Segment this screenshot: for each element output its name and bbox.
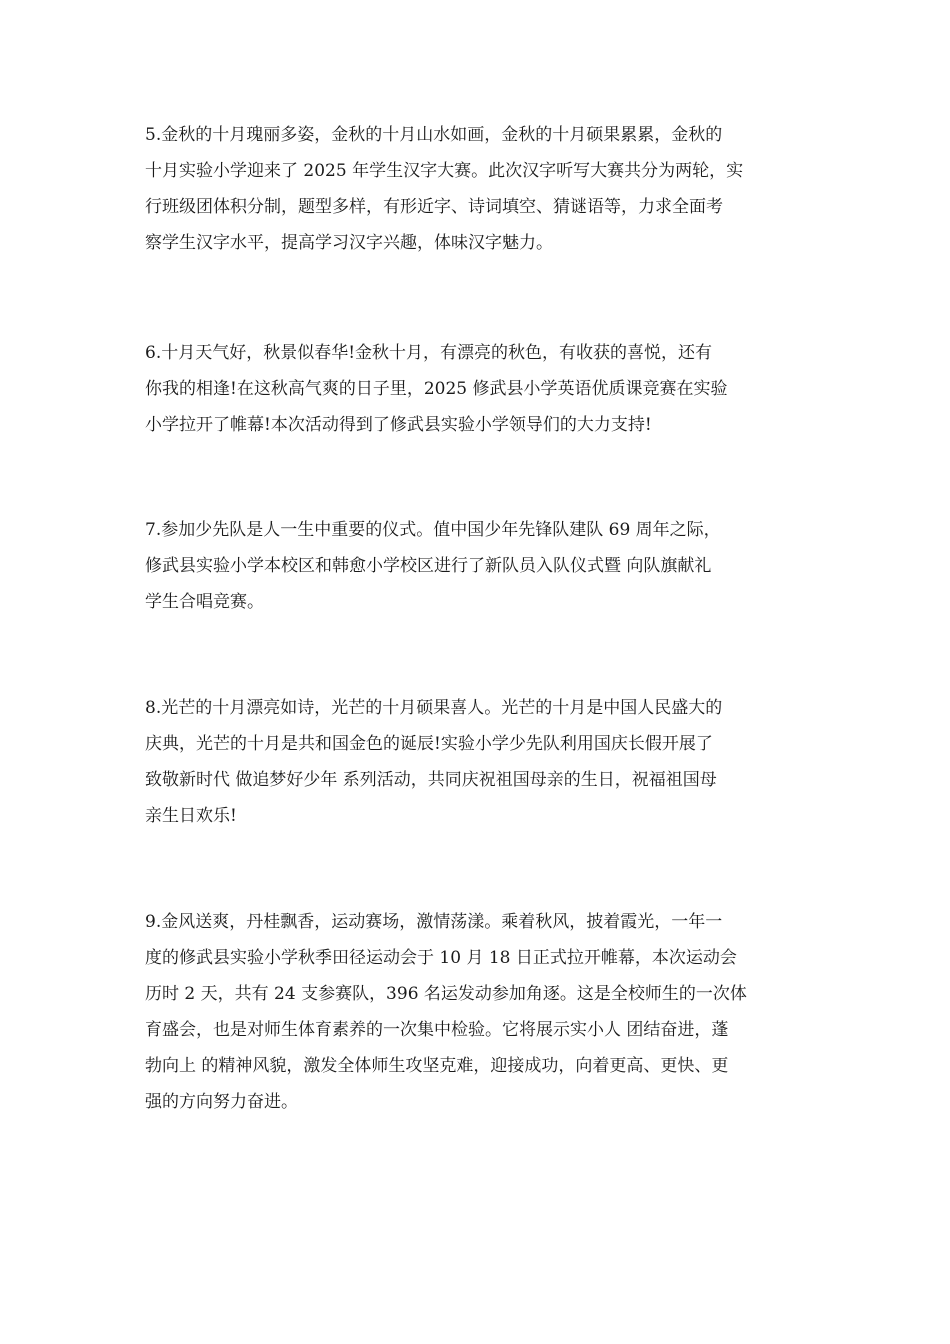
paragraph-5 bbox=[145, 117, 815, 261]
paragraph-line: 修武县实验小学本校区和韩愈小学校区进行了新队员入队仪式暨 向队旗献礼 bbox=[145, 556, 712, 576]
paragraph-line: 9.金风送爽，丹桂飘香，运动赛场，激情荡漾。乘着秋风，披着霞光，一年一 bbox=[145, 912, 723, 932]
paragraph-line: 亲生日欢乐! bbox=[145, 806, 237, 826]
paragraph-6 bbox=[145, 335, 815, 443]
paragraph-line: 你我的相逢!在这秋高气爽的日子里，2025 修武县小学英语优质课竞赛在实验 bbox=[145, 379, 728, 399]
paragraph-line: 十月实验小学迎来了 2025 年学生汉字大赛。此次汉字听写大赛共分为两轮，实 bbox=[145, 161, 744, 181]
paragraph-line: 行班级团体积分制，题型多样，有形近字、诗词填空、猜谜语等，力求全面考 bbox=[145, 197, 723, 217]
paragraph-line: 学生合唱竞赛。 bbox=[145, 592, 264, 612]
paragraph-line: 6.十月天气好，秋景似春华!金秋十月，有漂亮的秋色，有收获的喜悦，还有 bbox=[145, 343, 713, 363]
paragraph-line: 历时 2 天，共有 24 支参赛队，396 名运发动参加角逐。这是全校师生的一次体 bbox=[145, 984, 747, 1004]
paragraph-line: 察学生汉字水平，提高学习汉字兴趣，体味汉字魅力。 bbox=[145, 233, 553, 253]
paragraph-line: 致敬新时代 做追梦好少年 系列活动，共同庆祝祖国母亲的生日，祝福祖国母 bbox=[145, 770, 717, 790]
paragraph-line: 强的方向努力奋进。 bbox=[145, 1092, 298, 1112]
paragraph-line: 8.光芒的十月漂亮如诗，光芒的十月硕果喜人。光芒的十月是中国人民盛大的 bbox=[145, 698, 723, 718]
paragraph-line: 度的修武县实验小学秋季田径运动会于 10 月 18 日正式拉开帷幕，本次运动会 bbox=[145, 948, 737, 968]
paragraph-line: 小学拉开了帷幕!本次活动得到了修武县实验小学领导们的大力支持! bbox=[145, 415, 652, 435]
paragraph-line: 庆典，光芒的十月是共和国金色的诞辰!实验小学少先队利用国庆长假开展了 bbox=[145, 734, 713, 754]
paragraph-9 bbox=[145, 904, 815, 1120]
paragraph-line: 5.金秋的十月瑰丽多姿，金秋的十月山水如画，金秋的十月硕果累累，金秋的 bbox=[145, 125, 723, 145]
paragraph-7 bbox=[145, 512, 815, 620]
paragraph-line: 7.参加少先队是人一生中重要的仪式。值中国少年先锋队建队 69 周年之际， bbox=[145, 520, 721, 540]
paragraph-line: 育盛会，也是对师生体育素养的一次集中检验。它将展示实小人 团结奋进，蓬 bbox=[145, 1020, 729, 1040]
paragraph-line: 勃向上 的精神风貌，激发全体师生攻坚克难，迎接成功，向着更高、更快、更 bbox=[145, 1056, 729, 1076]
paragraph-8 bbox=[145, 690, 815, 834]
